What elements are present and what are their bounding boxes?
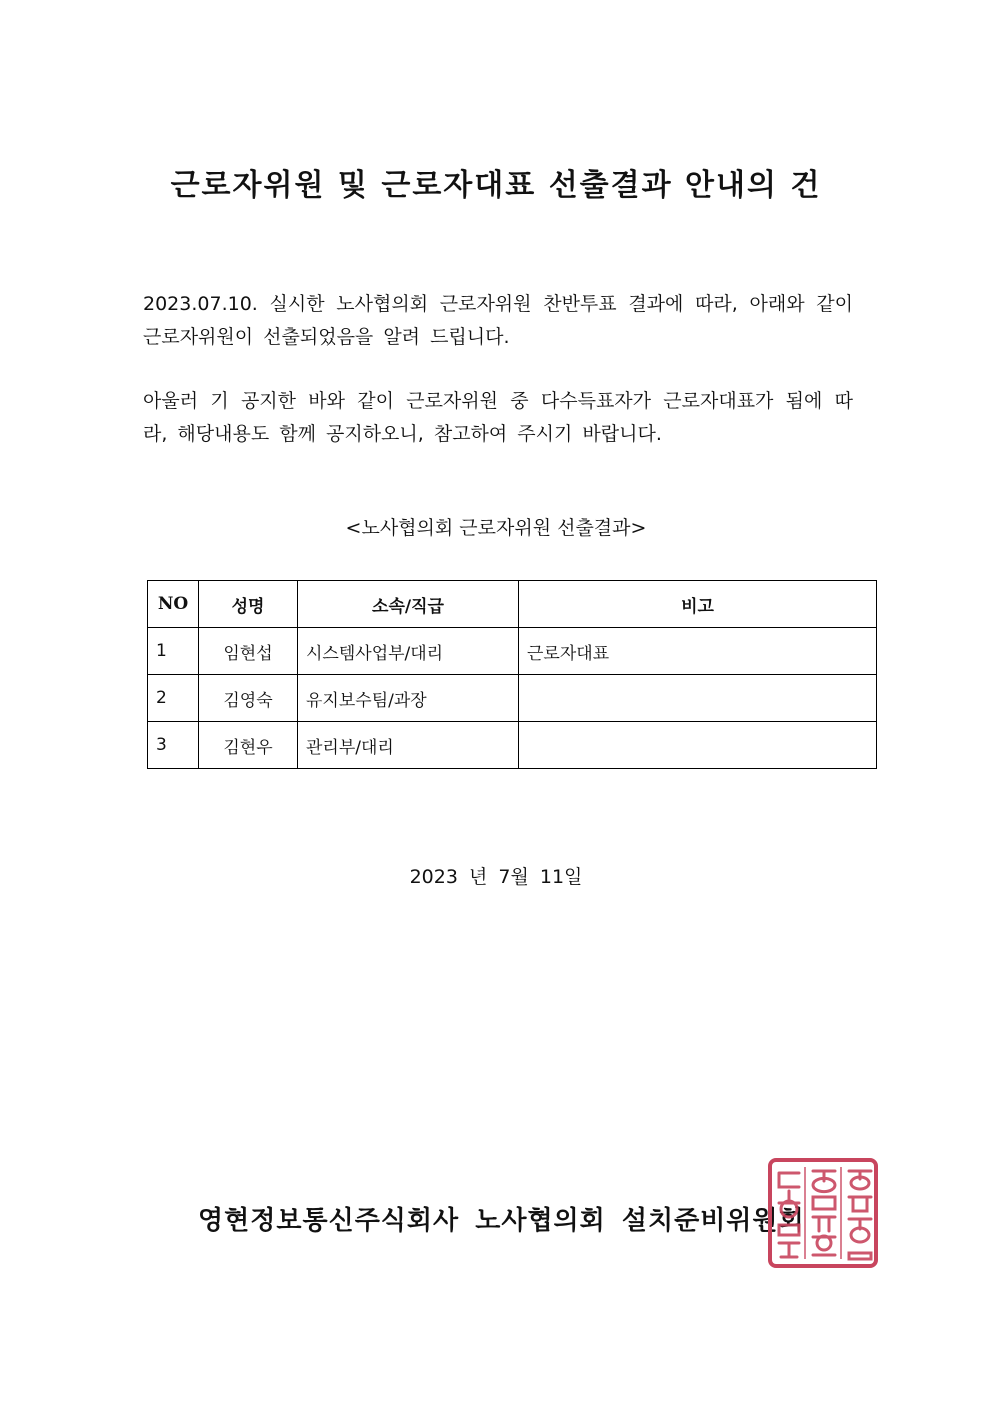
notice-paragraph: 아울러 기 공지한 바와 같이 근로자위원 중 다수득표자가 근로자대표가 됨에 따라, 해당내용도 함께 공지하오니, 참고하여 주시기 바랍니다. bbox=[143, 390, 853, 445]
document-title: 근로자위원 및 근로자대표 선출결과 안내의 건 bbox=[170, 168, 822, 203]
cell-name: 김현우 bbox=[199, 722, 298, 769]
signature-line: 영현정보통신주식회사 노사협의회 설치준비위원회 bbox=[198, 1206, 805, 1236]
header-name: 성명 bbox=[199, 581, 298, 628]
table-row bbox=[148, 722, 877, 769]
seal-glyph-strokes bbox=[779, 1171, 871, 1259]
cell-name: 임현섭 bbox=[199, 628, 298, 675]
cell-no: 2 bbox=[148, 675, 199, 722]
cell-remarks bbox=[519, 722, 877, 769]
cell-dept: 관리부/대리 bbox=[298, 722, 519, 769]
cell-remarks bbox=[519, 675, 877, 722]
company-seal bbox=[767, 1157, 879, 1269]
header-no: NO bbox=[148, 581, 199, 628]
table-row bbox=[148, 675, 877, 722]
document-date: 2023 년 7월 11일 bbox=[409, 866, 583, 888]
intro-paragraph: 2023.07.10. 실시한 노사협의회 근로자위원 찬반투표 결과에 따라, 아래와 같이 근로자위원이 선출되었음을 알려 드립니다. bbox=[143, 293, 853, 348]
header-remarks: 비고 bbox=[519, 581, 877, 628]
table-caption: <노사협의회 근로자위원 선출결과> bbox=[345, 517, 647, 539]
cell-no: 1 bbox=[148, 628, 199, 675]
cell-dept: 시스템사업부/대리 bbox=[298, 628, 519, 675]
results-table bbox=[147, 580, 877, 769]
table-header-row bbox=[148, 581, 877, 628]
table-row bbox=[148, 628, 877, 675]
cell-name: 김영숙 bbox=[199, 675, 298, 722]
cell-remarks: 근로자대표 bbox=[519, 628, 877, 675]
cell-no: 3 bbox=[148, 722, 199, 769]
header-dept: 소속/직급 bbox=[298, 581, 519, 628]
cell-dept: 유지보수팀/과장 bbox=[298, 675, 519, 722]
